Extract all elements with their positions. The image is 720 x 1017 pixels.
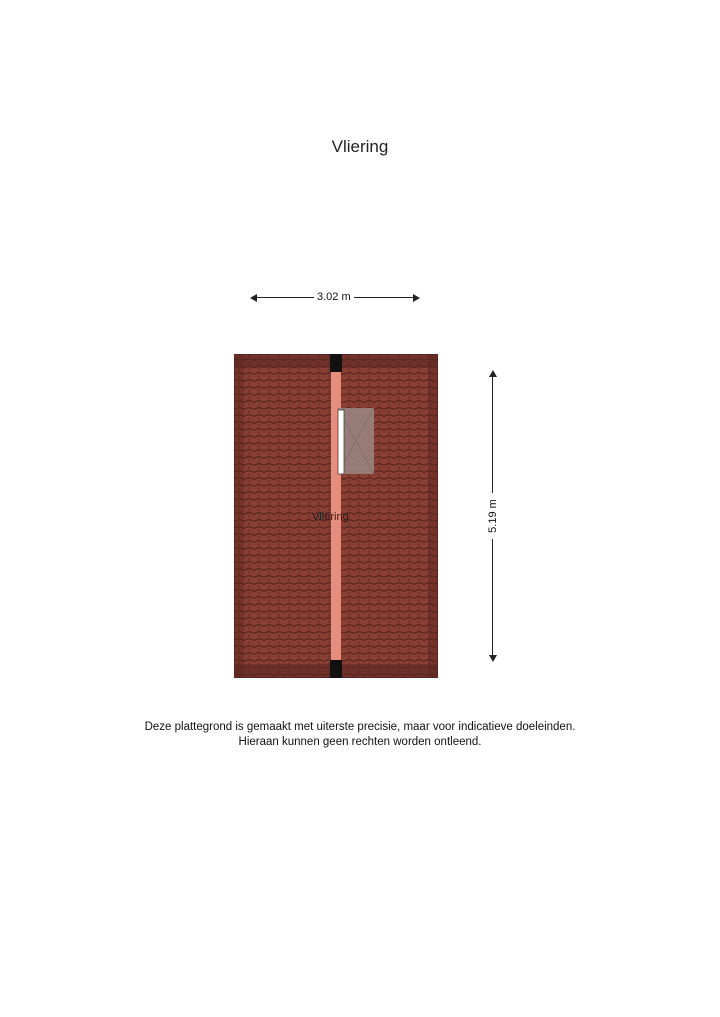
chimney-bottom	[330, 660, 342, 678]
width-dimension	[250, 289, 420, 307]
disclaimer	[0, 720, 720, 750]
disclaimer-line-2: Hieraan kunnen geen rechten worden ontleend.	[238, 736, 482, 748]
height-dimension	[484, 370, 502, 662]
arrow-right-icon	[413, 294, 420, 302]
arrow-up-icon	[489, 370, 497, 377]
roof-hatch	[338, 408, 374, 474]
width-label: 3.02 m	[314, 290, 354, 304]
disclaimer-line-1: Deze plattegrond is gemaakt met uiterste precisie, maar voor indicatieve doeleinden.	[144, 721, 576, 733]
arrow-left-icon	[250, 294, 257, 302]
chimney-top	[330, 354, 342, 372]
page-title: Vliering	[331, 137, 389, 156]
room-label: Vliering	[312, 511, 349, 523]
height-label: 5.19 m	[486, 493, 500, 539]
arrow-down-icon	[489, 655, 497, 662]
